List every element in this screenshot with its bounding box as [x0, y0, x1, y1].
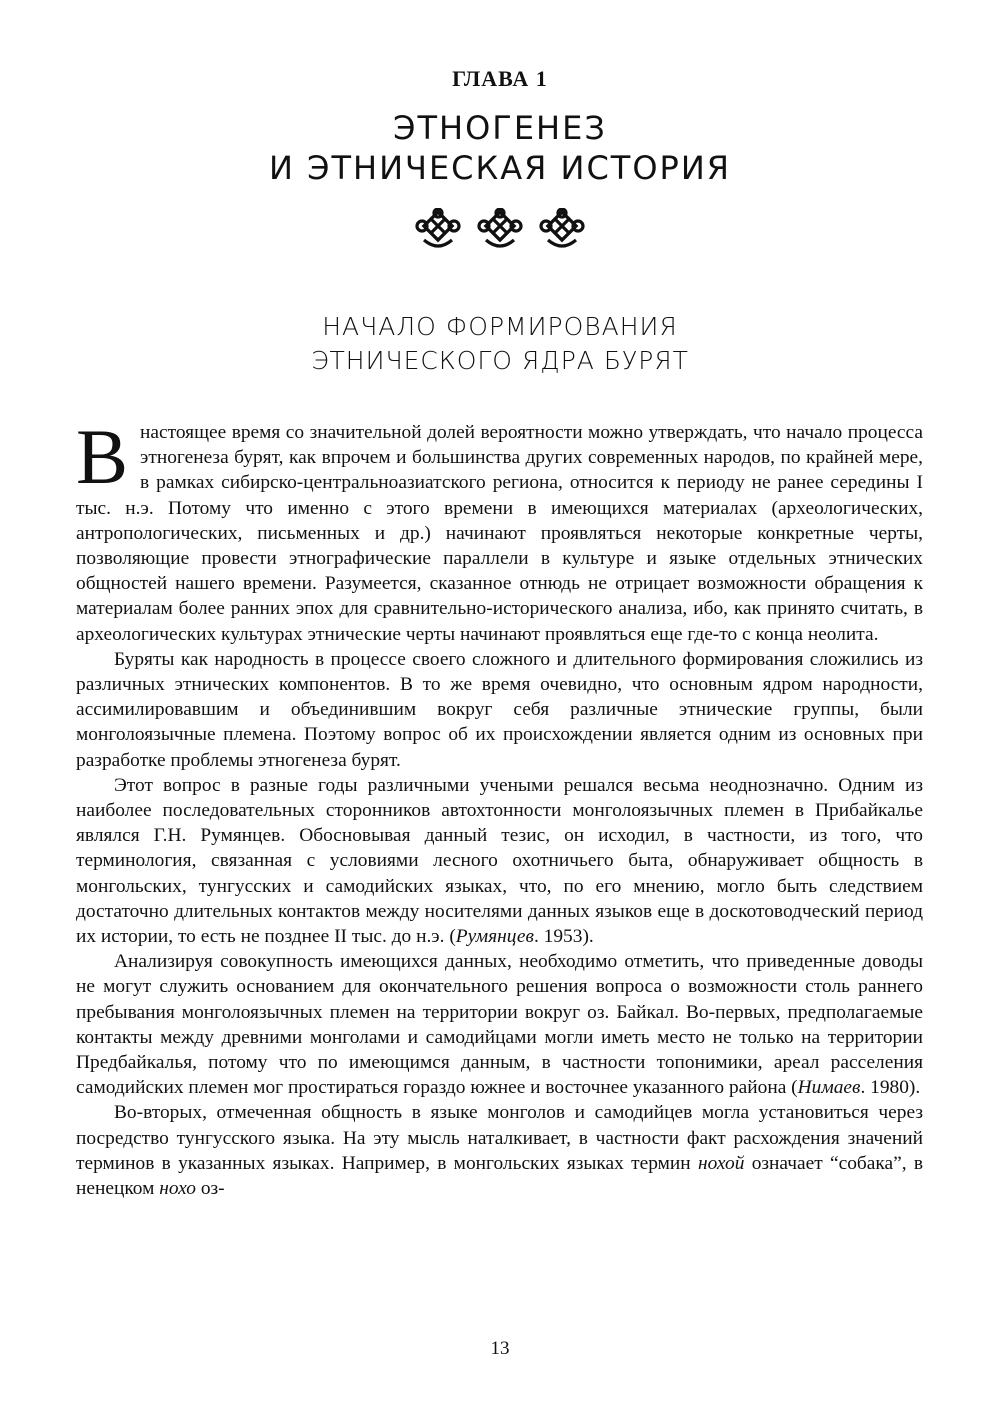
ornament-divider	[0, 208, 1000, 252]
paragraph-5-text: Во-вторых, отмеченная общность в языке монголов и самодийцев могла установиться через посредство тунгусского языка. На эту мысль наталкивает, в частности факт расхождения значений терминов в указанных языках. Например, в монгольских языках термин	[76, 1102, 923, 1174]
drop-cap: В	[76, 413, 129, 500]
section-heading	[0, 310, 1000, 378]
chapter-title	[0, 108, 1000, 188]
paragraph-3	[76, 773, 923, 949]
page-number: 13	[490, 1338, 510, 1359]
chapter-title-line-2: И ЭТНИЧЕСКАЯ ИСТОРИЯ	[269, 149, 731, 187]
chapter-label: ГЛАВА 1	[452, 66, 548, 91]
paragraph-1	[76, 413, 923, 647]
paragraph-4	[76, 949, 923, 1100]
term-italic: нохой	[697, 1152, 745, 1174]
paragraph-2: Буряты как народность в процессе своего сложного и длительного формирования сложились из различных этнических компонентов. В то же время очевидно, что основным ядром народности, ассимилировавшим и объединившим вокруг себя различные этнические группы, были монголоязычные племена. Поэтому вопрос об их происхождении является одним из основных при разработке проблемы этногенеза бурят.	[76, 648, 923, 771]
section-heading-line-2: ЭТНИЧЕСКОГО ЯДРА БУРЯТ	[311, 346, 689, 375]
citation-author: Румянцев	[455, 926, 534, 948]
paragraph-3-text: Этот вопрос в разные годы различными учеными решался весьма неоднозначно. Одним из наиболее последовательных сторонников автохтонности монголоязычных племен в Прибайкалье являлся Г.Н. Румянцев. Обосновывая данный тезис, он исходил, в частности, из того, что терминология, связанная с условиями лесного охотничьего быта, обнаруживает общность в монгольских, тунгусских и самодийских языках, что, по его мнению, могло быть следствием достаточно длительных контактов между носителями данных языков еще в доскотоводческий период их истории, то есть не позднее II тыс. до н.э. (	[76, 774, 923, 948]
citation-year: . 1953).	[533, 926, 594, 948]
paragraph-5-tail: оз-	[195, 1178, 225, 1200]
endless-knot-icon	[476, 208, 524, 252]
citation-author: Нимаев	[797, 1077, 861, 1099]
citation-year: . 1980).	[860, 1077, 921, 1099]
paragraph-5	[76, 1100, 923, 1201]
section-heading-line-1: НАЧАЛО ФОРМИРОВАНИЯ	[322, 312, 678, 341]
paragraph-1-text: настоящее время со значительной долей вероятности можно утверждать, что начало процесса этногенеза бурят, как впрочем и большинства других современных народов, по крайней мере, в рамках сибирско-центральноазиатского региона, относится к периоду не ранее середины I тыс. н.э. Потому что именно с этого времени в имеющихся материалах (археологических, антропологических, письменных и др.) начинают проявляться некоторые конкретные черты, позволяющие провести этнографические параллели в культуре и языке отдельных этнических общностей нашего времени. Разумеется, сказанное отнюдь не отрицает возможности обращения к материалам более ранних эпох для сравнительно-исторического анализа, ибо, как принято считать, в археологических культурах этнические черты начинают проявляться еще где-то с конца неолита.	[76, 422, 923, 645]
paragraph-5-mid: означает “собака”, в ненецком	[76, 1152, 923, 1200]
body-text	[76, 413, 923, 1201]
term-italic: нохо	[159, 1178, 196, 1200]
chapter-title-line-1: ЭТНОГЕНЕЗ	[393, 109, 607, 147]
endless-knot-icon	[414, 208, 462, 252]
paragraph-4-text: Анализируя совокупность имеющихся данных, необходимо отметить, что приведенные доводы не могут служить основанием для окончательного решения вопроса о возможности столь раннего пребывания монголоязычных племен на территории вокруг оз. Байкал. Во-первых, предполагаемые контакты между древними монголами и самодийцами могли иметь место не только на территории Предбайкалья, потому что по имеющимся данным, в частности топонимики, ареал расселения самодийских племен мог простираться гораздо южнее и восточнее указанного района (	[76, 951, 923, 1099]
endless-knot-icon	[538, 208, 586, 252]
